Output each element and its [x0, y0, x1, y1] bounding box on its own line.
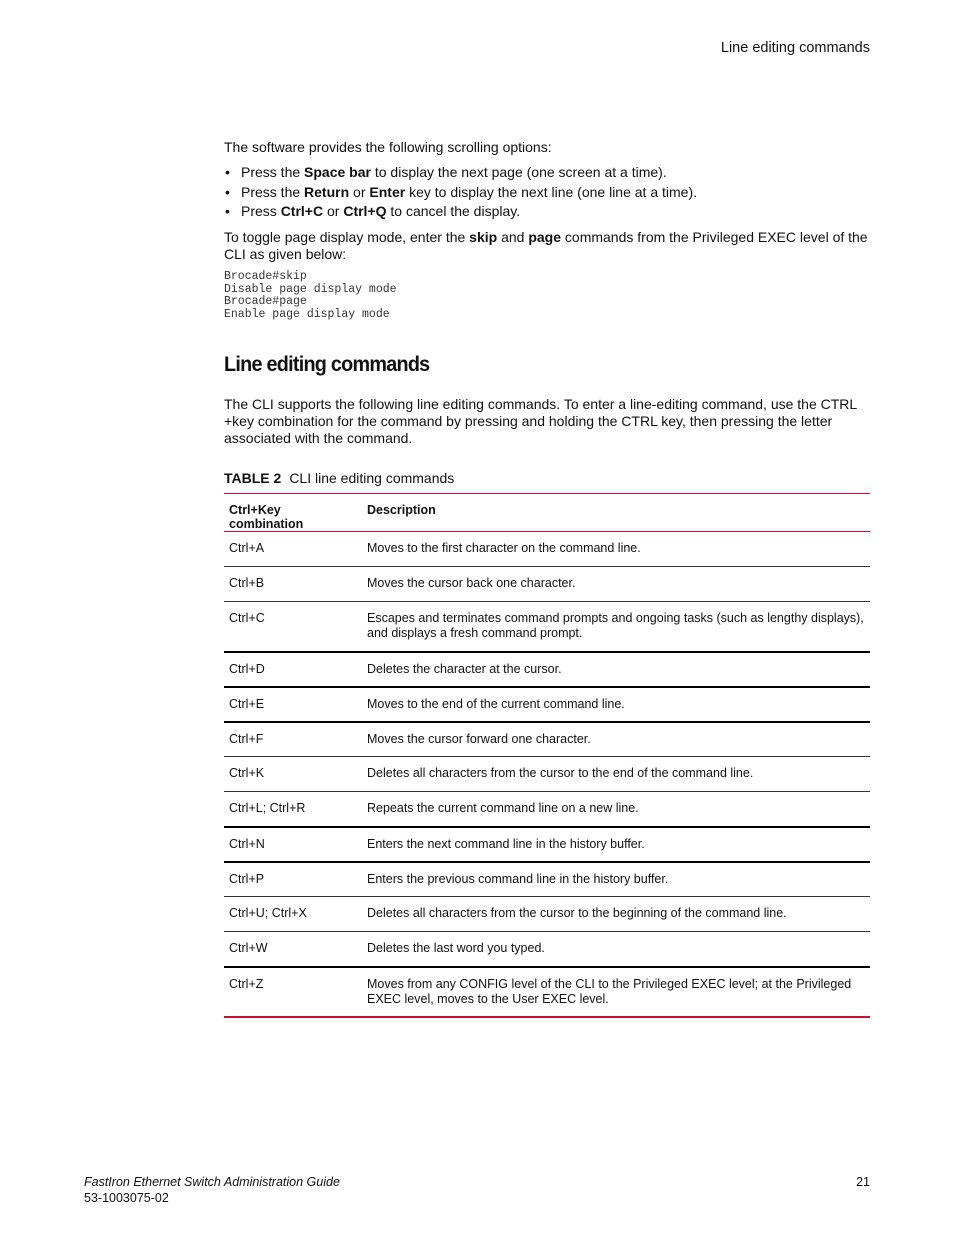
page-footer: [84, 1175, 340, 1206]
table-row: Ctrl+B Moves the cursor back one character.: [224, 567, 870, 602]
table-header-row: [224, 494, 870, 532]
table-row: Ctrl+A Moves to the first character on the command line.: [224, 532, 870, 567]
list-item: • Press the Space bar to display the next page (one screen at a time).: [225, 164, 667, 180]
scrolling-options-list: [224, 164, 697, 223]
page-number: 21: [856, 1175, 870, 1189]
bullet-glyph: •: [225, 183, 230, 200]
table-caption-text: CLI line editing commands: [289, 470, 455, 486]
footer-doc-title: FastIron Ethernet Switch Administration Guide: [84, 1175, 340, 1189]
table-row: Ctrl+E Moves to the end of the current command line.: [224, 687, 870, 722]
section-description: The CLI supports the following line editing commands. To enter a line-editing command, use the CTRL +key combination for the command by pressing and holding the CTRL key, then pressing the letter associated with the command.: [224, 396, 857, 446]
section-heading: Line editing commands: [224, 352, 430, 376]
list-item: • Press Ctrl+C or Ctrl+Q to cancel the display.: [225, 203, 521, 219]
table-row: Ctrl+W Deletes the last word you typed.: [224, 932, 870, 967]
scrolling-intro: The software provides the following scrolling options:: [224, 139, 552, 155]
table-row: Ctrl+C Escapes and terminates command prompts and ongoing tasks (such as lengthy displays), and displays a fresh command prompt.: [224, 602, 870, 652]
table-row: Ctrl+P Enters the previous command line in the history buffer.: [224, 862, 870, 897]
bullet-glyph: •: [225, 203, 230, 219]
code-example: Brocade#skip Disable page display mode Brocade#page Enable page display mode: [224, 270, 397, 321]
footer-doc-number: 53-1003075-02: [84, 1190, 169, 1205]
table-row: Ctrl+F Moves the cursor forward one character.: [224, 722, 870, 757]
line-editing-table: [224, 493, 870, 1018]
table-row: Ctrl+U; Ctrl+X Deletes all characters from the cursor to the beginning of the command line.: [224, 897, 870, 932]
bullet-glyph: •: [225, 164, 230, 180]
table-label: TABLE 2: [224, 470, 282, 486]
running-header: Line editing commands: [720, 40, 870, 56]
table-row: Ctrl+D Deletes the character at the cursor.: [224, 652, 870, 687]
column-header-description: Description: [367, 503, 436, 517]
column-header-key: Ctrl+Key combination: [229, 503, 304, 531]
table-row: Ctrl+Z Moves from any CONFIG level of the CLI to the Privileged EXEC level; at the Privileged EXEC level, moves to the User EXEC level.: [224, 967, 870, 1017]
toggle-instructions: To toggle page display mode, enter the skip and page commands from the Privileged EXEC level of the CLI as given below:: [224, 229, 868, 262]
table-row: Ctrl+N Enters the next command line in the history buffer.: [224, 827, 870, 862]
table-row: Ctrl+L; Ctrl+R Repeats the current command line on a new line.: [224, 792, 870, 827]
list-item: • Press the Return or Enter key to display the next line (one line at a time).: [225, 183, 698, 200]
table-caption: [224, 470, 454, 486]
table-row: Ctrl+K Deletes all characters from the cursor to the end of the command line.: [224, 757, 870, 792]
